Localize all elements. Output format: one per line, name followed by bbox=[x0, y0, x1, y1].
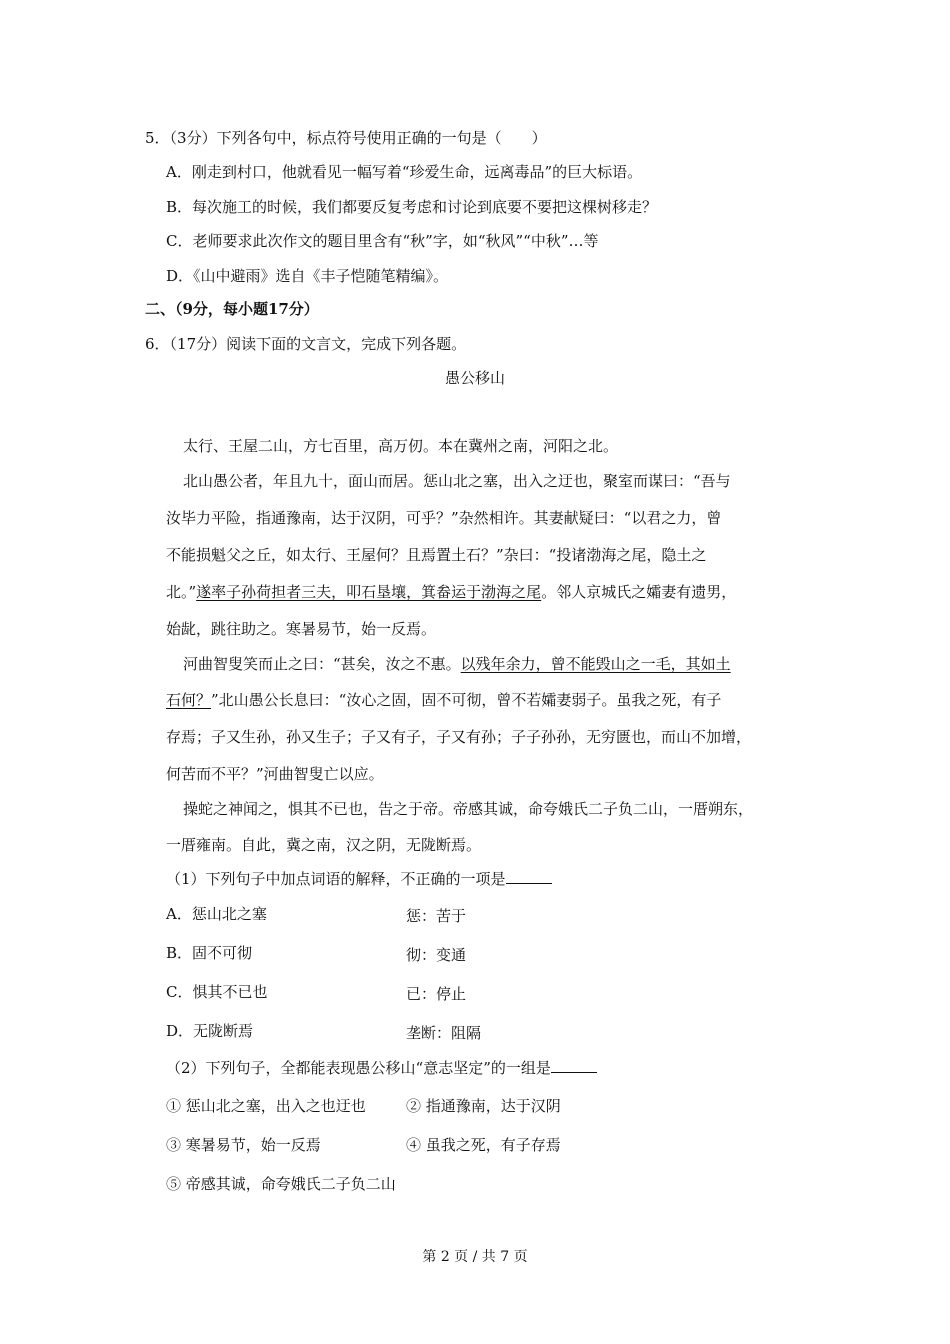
q5-option-d: D．《山中避雨》选自《丰子恺随笔精编》。 bbox=[166, 267, 449, 285]
passage-line: 操蛇之神闻之，惧其不已也，告之于帝。帝感其诚，命夸娥氏二子负二山，一厝朔东， bbox=[183, 800, 754, 818]
passage-text: 河曲智叟笑而止之曰：“甚矣，汝之不惠。 bbox=[183, 655, 461, 673]
q5-option-a: A．刚走到村口，他就看见一幅写着“珍爱生命，远离毒品”的巨大标语。 bbox=[166, 163, 643, 181]
sub1-option-a-meaning: 惩：苦于 bbox=[406, 907, 467, 925]
sub-question-2 bbox=[166, 1058, 597, 1078]
sub1-option-b-meaning: 彻：变通 bbox=[406, 946, 467, 964]
passage-line: 始龀，跳往助之。寒暑易节，始一反焉。 bbox=[166, 620, 437, 638]
q6-stem: 6．（17分）阅读下面的文言文，完成下列各题。 bbox=[145, 335, 467, 353]
sub2-item-3: ③ 寒暑易节，始一反焉 bbox=[166, 1136, 321, 1154]
sub2-item-4: ④ 虽我之死，有子存焉 bbox=[406, 1136, 561, 1154]
passage-line bbox=[166, 690, 721, 710]
sub1-option-d: D．无陇断焉 bbox=[166, 1022, 254, 1040]
sub-question-1 bbox=[166, 869, 552, 889]
underlined-sentence: 以残年余力，曾不能毁山之一毛，其如土 bbox=[460, 655, 731, 673]
passage-line bbox=[183, 654, 731, 674]
passage-line: 北山愚公者，年且九十，面山而居。惩山北之塞，出入之迂也，聚室而谋曰：“吾与 bbox=[183, 472, 731, 490]
sub1-option-c: C．惧其不已也 bbox=[166, 983, 268, 1001]
passage-paragraph: 太行、王屋二山，方七百里，高万仞。本在冀州之南，河阳之北。 bbox=[183, 437, 619, 455]
sub1-option-c-meaning: 已：停止 bbox=[406, 985, 467, 1003]
passage-line: 一厝雍南。自此，冀之南，汉之阴，无陇断焉。 bbox=[166, 836, 482, 854]
underlined-sentence: 石何？ bbox=[166, 691, 212, 709]
sub2-item-5: ⑤ 帝感其诚，命夸娥氏二子负二山 bbox=[166, 1175, 396, 1193]
q5-option-b: B．每次施工的时候，我们都要反复考虑和讨论到底要不要把这棵树移走？ bbox=[166, 198, 658, 216]
section-heading: 二、（9分，每小题17分） bbox=[145, 300, 319, 318]
q5-stem: 5．（3分）下列各句中，标点符号使用正确的一句是（ ） bbox=[145, 129, 547, 147]
sub1-option-a: A．惩山北之塞 bbox=[166, 905, 267, 923]
page-number: 第 2 页 / 共 7 页 bbox=[422, 1249, 528, 1265]
passage-title: 愚公移山 bbox=[444, 369, 505, 387]
sub2-item-2: ② 指通豫南，达于汉阴 bbox=[406, 1097, 561, 1115]
passage-line: 何苦而不平？”河曲智叟亡以应。 bbox=[166, 765, 384, 783]
sub2-item-1: ① 惩山北之塞，出入之也迂也 bbox=[166, 1097, 366, 1115]
passage-line: 存焉；子又生孙，孙又生子；子又有子，子又有孙；子子孙孙，无穷匮也，而山不加增， bbox=[166, 728, 752, 746]
passage-line: 不能损魁父之丘，如太行、王屋何？且焉置土石？”杂曰：“投诸渤海之尾，隐土之 bbox=[166, 546, 707, 564]
answer-blank bbox=[551, 1058, 597, 1073]
sub-question-stem: （1）下列句子中加点词语的解释，不正确的一项是 bbox=[166, 870, 506, 888]
passage-text: 北。” bbox=[166, 583, 197, 601]
passage-text: 。邻人京城氏之孀妻有遗男， bbox=[541, 583, 737, 601]
passage-line bbox=[166, 582, 736, 602]
answer-blank bbox=[506, 869, 552, 884]
passage-line: 汝毕力平险，指通豫南，达于汉阴，可乎？”杂然相许。其妻献疑曰：“以君之力，曾 bbox=[166, 509, 722, 527]
q5-option-c: C．老师要求此次作文的题目里含有“秋”字，如“秋风”“中秋”…等 bbox=[166, 232, 599, 250]
sub1-option-d-meaning: 垄断：阻隔 bbox=[406, 1024, 482, 1042]
passage-text: ”北山愚公长息曰：“汝心之固，固不可彻，曾不若孀妻弱子。虽我之死，有子 bbox=[211, 691, 722, 709]
underlined-sentence: 遂率子孙荷担者三夫，叩石垦壤，箕畚运于渤海之尾 bbox=[196, 583, 542, 601]
sub-question-stem: （2）下列句子，全都能表现愚公移山“意志坚定”的一组是 bbox=[166, 1059, 551, 1077]
sub1-option-b: B．固不可彻 bbox=[166, 944, 253, 962]
